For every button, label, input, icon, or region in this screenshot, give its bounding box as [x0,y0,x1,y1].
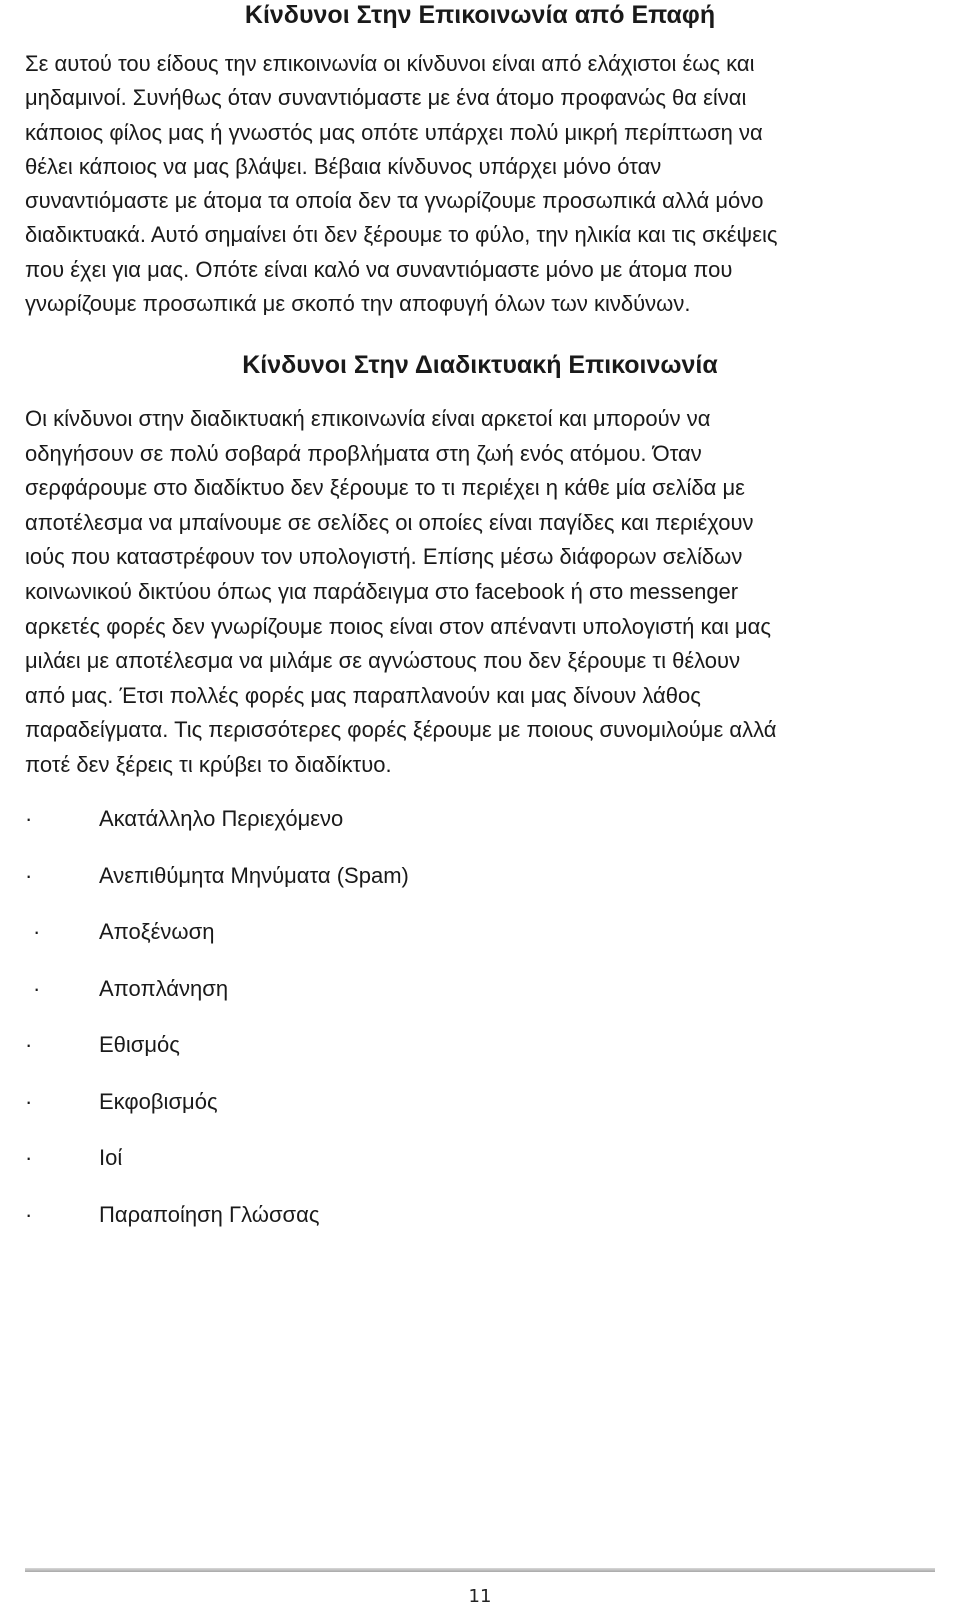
list-item [0,861,960,918]
bullet-icon: · [25,1201,33,1227]
section-heading-contact-risks: Κίνδυνοι Στην Επικοινωνία από Επαφή [244,1,716,29]
footer-divider [25,1568,935,1572]
paragraph-line: διαδικτυακά. Αυτό σημαίνει ότι δεν ξέρουμε το φύλο, την ηλικία και τις σκέψεις [25,222,778,248]
list-item-label: Αποπλάνηση [99,975,229,1001]
paragraph-line: Σε αυτού του είδους την επικοινωνία οι κίνδυνοι είναι από ελάχιστοι έως και [25,51,755,76]
page-number: 11 [468,1586,492,1607]
paragraph-line: ιούς που καταστρέφουν τον υπολογιστή. Επίσης μέσω διάφορων σελίδων [25,544,743,570]
paragraph-contact-risks [25,47,937,321]
paragraph-line: αποτέλεσμα να μπαίνουμε σε σελίδες οι οποίες είναι παγίδες και περιέχουν [25,509,754,535]
paragraph-line: ποτέ δεν ξέρεις τι κρύβει το διαδίκτυο. [25,751,392,777]
bullet-icon: · [25,1032,33,1057]
list-item-label: Ιοί [99,1145,123,1170]
list-item-label: Ανεπιθύμητα Μηνύματα (Spam) [99,862,409,888]
list-item [0,1200,960,1257]
list-item-label: Εθισμός [99,1032,180,1057]
bullet-icon: · [33,919,41,944]
paragraph-line: μιλάει με αποτέλεσμα να μιλάμε σε αγνώστους που δεν ξέρουμε τι θέλουν [25,648,741,674]
list-item [0,1030,960,1087]
paragraph-line: παραδείγματα. Τις περισσότερες φορές ξέρουμε με ποιους συνομιλούμε αλλά [25,717,777,743]
paragraph-line: γνωρίζουμε προσωπικά με σκοπό την αποφυγή όλων των κινδύνων. [25,291,691,317]
paragraph-online-risks [25,402,937,783]
risk-list [0,804,960,1256]
paragraph-line: θέλει κάποιος να μας βλάψει. Βέβαια κίνδυνος υπάρχει μόνο όταν [25,153,662,179]
list-item-label: Εκφοβισμός [99,1088,218,1114]
bullet-icon: · [25,1145,33,1170]
list-item-label: Ακατάλληλο Περιεχόμενο [99,806,344,831]
bullet-icon: · [33,975,41,1001]
bullet-icon: · [25,862,33,888]
bullet-icon: · [25,806,33,831]
paragraph-line: κάποιος φίλος μας ή γνωστός μας οπότε υπάρχει πολύ μικρή περίπτωση να [25,119,763,145]
list-item [0,1087,960,1144]
paragraph-line: αρκετές φορές δεν γνωρίζουμε ποιος είναι στον απέναντι υπολογιστή και μας [25,613,771,639]
paragraph-line: συναντιόμαστε με άτομα τα οποία δεν τα γνωρίζουμε προσωπικά αλλά μόνο [25,188,764,214]
paragraph-line: που έχει για μας. Οπότε είναι καλό να συναντιόμαστε μόνο με άτομα που [25,256,733,282]
list-item [0,917,960,974]
list-item-label: Παραποίηση Γλώσσας [99,1201,320,1227]
paragraph-line: μηδαμινοί. Συνήθως όταν συναντιόμαστε με ένα άτομο προφανώς θα είναι [25,85,747,111]
bullet-icon: · [25,1088,33,1114]
list-item [0,1143,960,1200]
list-item [0,804,960,861]
list-item-label: Αποξένωση [99,919,215,944]
paragraph-line: σερφάρουμε στο διαδίκτυο δεν ξέρουμε το τι περιέχει η κάθε μία σελίδα με [25,475,745,501]
list-item [0,974,960,1031]
paragraph-line: οδηγήσουν σε πολύ σοβαρά προβλήματα στη ζωή ενός ατόμου. Όταν [25,440,702,466]
paragraph-line: κοινωνικού δικτύου όπως για παράδειγμα στο facebook ή στο messenger [25,578,739,604]
paragraph-line: Οι κίνδυνοι στην διαδικτυακή επικοινωνία είναι αρκετοί και μπορούν να [25,406,711,431]
paragraph-line: από μας. Έτσι πολλές φορές μας παραπλανούν και μας δίνουν λάθος [25,682,701,708]
section-heading-online-risks: Κίνδυνοι Στην Διαδικτυακή Επικοινωνία [242,351,718,379]
